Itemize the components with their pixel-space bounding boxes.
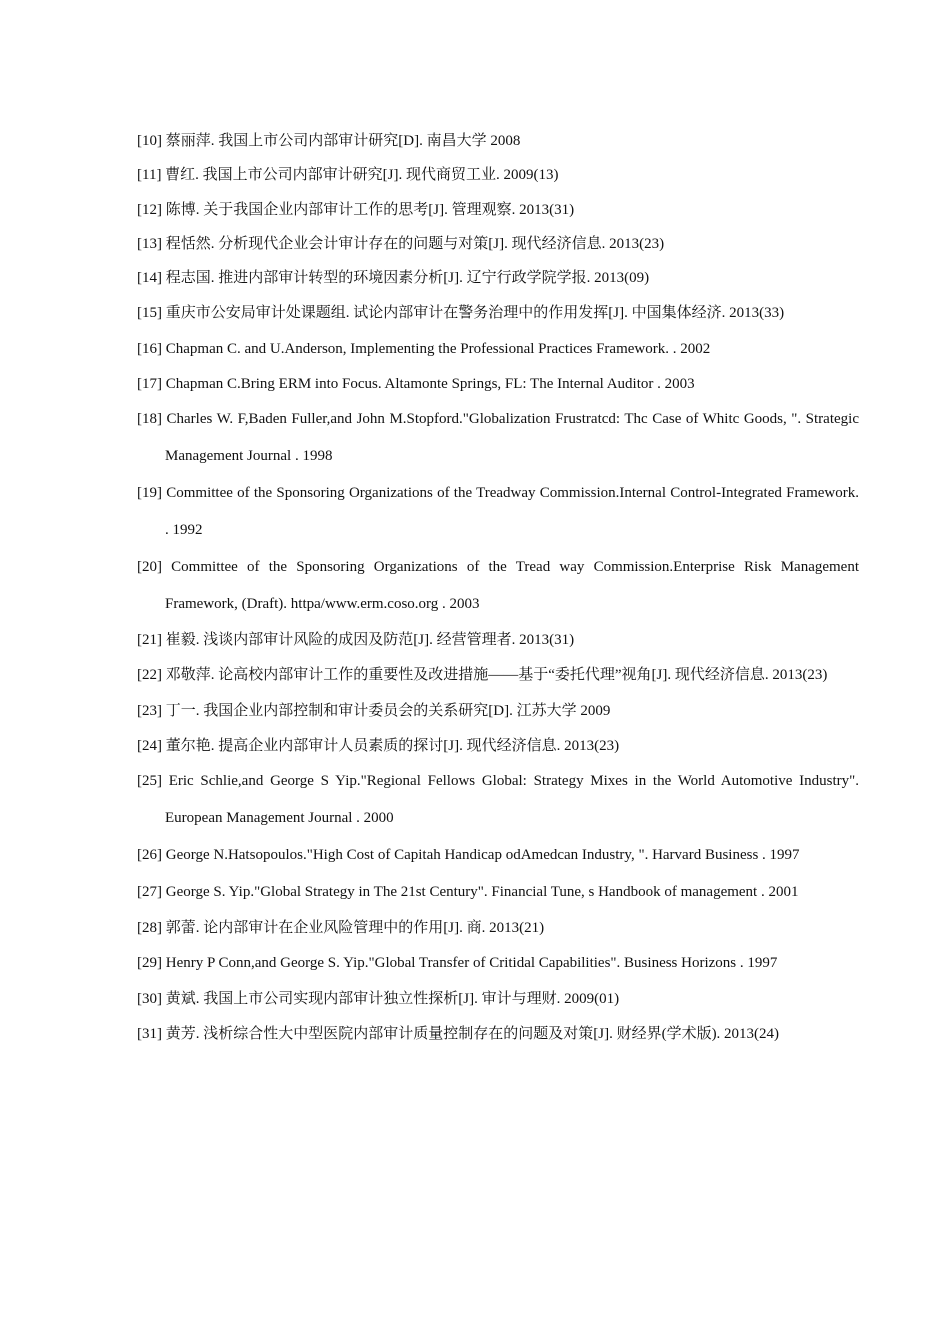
reference-item: [25] Eric Schlie,and George S Yip."Regional Fellows Global: Strategy Mixes in the World Automotive Industry". European Management Journal . 2000 — [137, 772, 863, 826]
reference-item: [13] 程恬然. 分析现代企业会计审计存在的问题与对策[J]. 现代经济信息. 2013(23) — [137, 235, 665, 252]
reference-item: [31] 黄芳. 浅析综合性大中型医院内部审计质量控制存在的问题及对策[J]. 财经界(学术版). 2013(24) — [137, 1025, 780, 1042]
reference-item: [14] 程志国. 推进内部审计转型的环境因素分析[J]. 辽宁行政学院学报. 2013(09) — [137, 270, 650, 287]
reference-item: [20] Committee of the Sponsoring Organizations of the Tread way Commission.Enterprise Risk Management Framework, (Draft). httpa/www.erm.coso.org . 2003 — [137, 559, 863, 613]
reference-item: [24] 董尔艳. 提高企业内部审计人员素质的探讨[J]. 现代经济信息. 2013(23) — [137, 737, 620, 754]
reference-item: [26] George N.Hatsopoulos."High Cost of Capitah Handicap odAmedcan Industry, ". Harvard Business . 1997 — [137, 846, 800, 863]
reference-item: [30] 黄斌. 我国上市公司实现内部审计独立性探析[J]. 审计与理财. 2009(01) — [137, 991, 620, 1008]
reference-item: [16] Chapman C. and U.Anderson, Implementing the Professional Practices Framework. . 2002 — [137, 341, 711, 358]
reference-item: [15] 重庆市公安局审计处课题组. 试论内部审计在警务治理中的作用发挥[J]. 中国集体经济. 2013(33) — [137, 305, 785, 322]
reference-item: [28] 郭蕾. 论内部审计在企业风险管理中的作用[J]. 商. 2013(21) — [137, 919, 545, 936]
reference-item: [10] 蔡丽萍. 我国上市公司内部审计研究[D]. 南昌大学 2008 — [137, 133, 521, 149]
reference-item: [23] 丁一. 我国企业内部控制和审计委员会的关系研究[D]. 江苏大学 2009 — [137, 703, 611, 720]
reference-item: [27] George S. Yip."Global Strategy in The 21st Century". Financial Tune, s Handbook of management . 2001 — [137, 883, 799, 900]
reference-item: [17] Chapman C.Bring ERM into Focus. Altamonte Springs, FL: The Internal Auditor . 2003 — [137, 375, 695, 392]
reference-item: [18] Charles W. F,Baden Fuller,and John M.Stopford."Globalization Frustratcd: Thc Case of Whitc Goods, ". Strategic Management Journal . 1998 — [137, 411, 863, 465]
reference-list — [137, 124, 863, 1051]
reference-item: [29] Henry P Conn,and George S. Yip."Global Transfer of Critidal Capabilities". Business Horizons . 1997 — [137, 955, 778, 972]
reference-item: [21] 崔毅. 浅谈内部审计风险的成因及防范[J]. 经营管理者. 2013(31) — [137, 632, 575, 649]
reference-item: [19] Committee of the Sponsoring Organizations of the Treadway Commission.Internal Control-Integrated Framework. . 1992 — [137, 485, 863, 539]
reference-item: [22] 邓敬萍. 论高校内部审计工作的重要性及改进措施——基于“委托代理”视角[J]. 现代经济信息. 2013(23) — [137, 667, 828, 684]
reference-item: [11] 曹红. 我国上市公司内部审计研究[J]. 现代商贸工业. 2009(13) — [137, 167, 559, 184]
reference-item: [12] 陈博. 关于我国企业内部审计工作的思考[J]. 管理观察. 2013(31) — [137, 201, 575, 218]
